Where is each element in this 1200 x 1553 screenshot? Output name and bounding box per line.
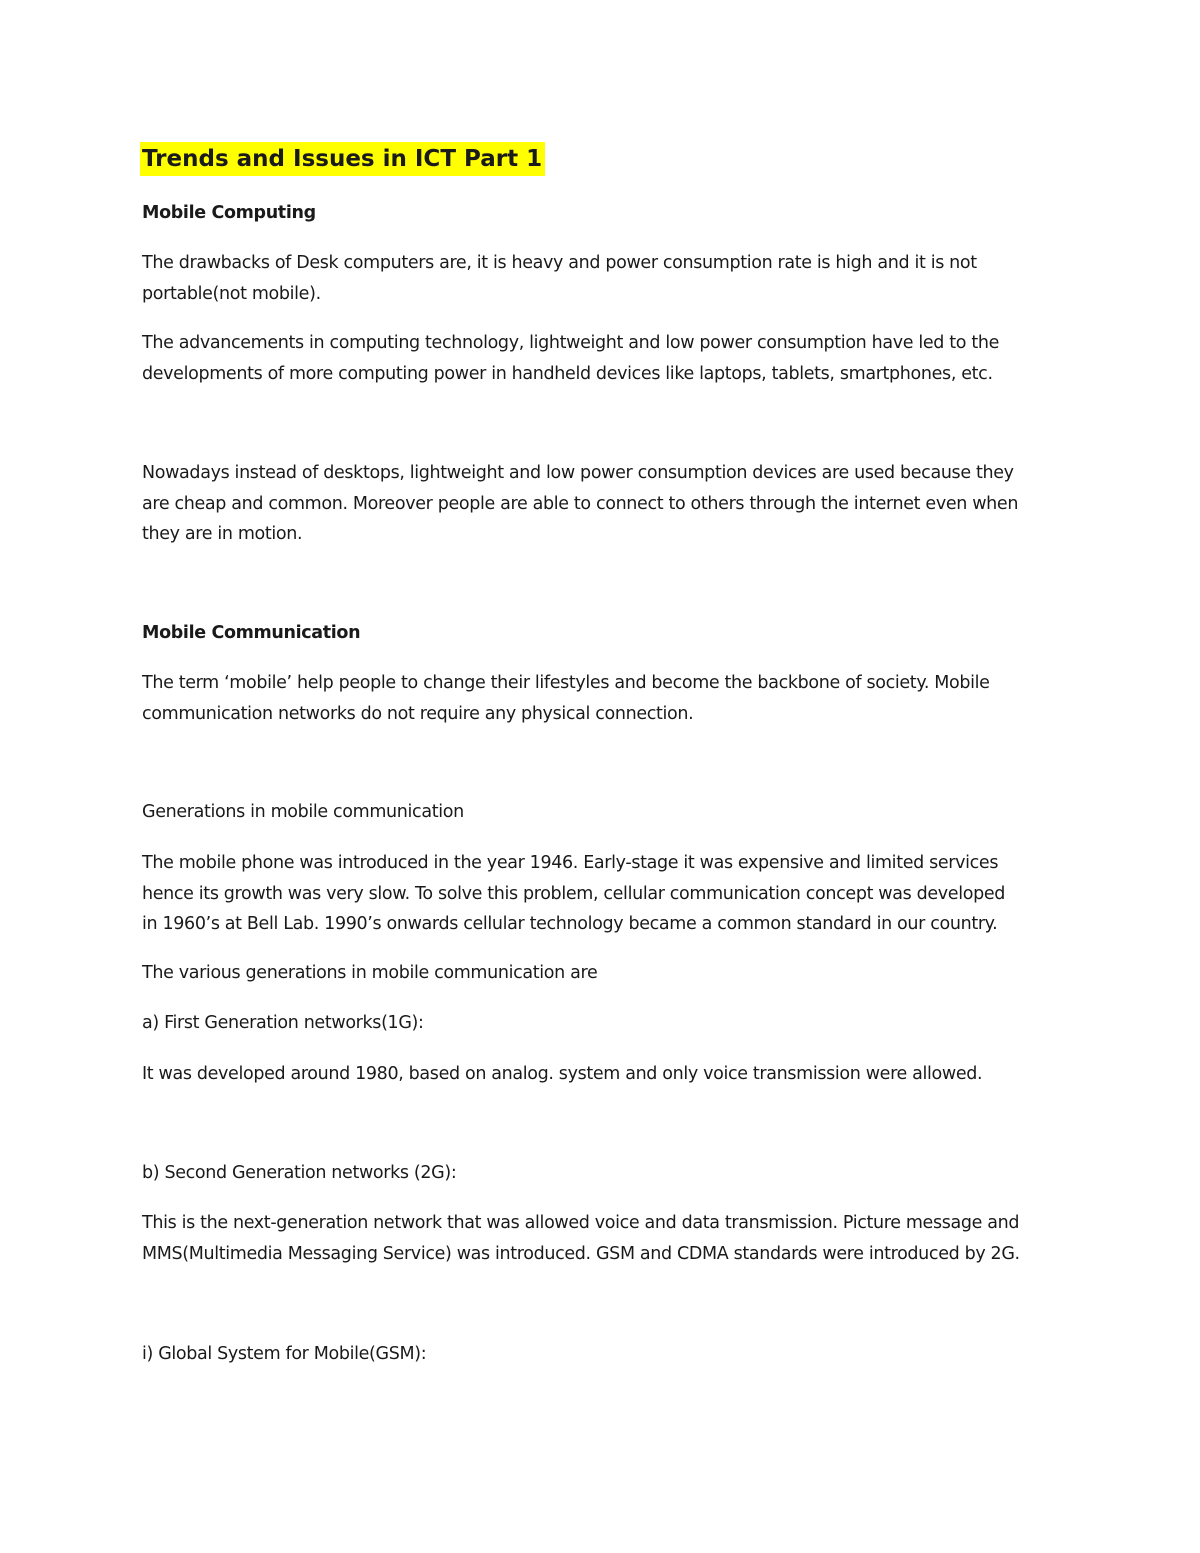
- document-title: Trends and Issues in ICT Part 1: [140, 142, 545, 176]
- paragraph-line: This is the next-generation network that was allowed voice and data transmission. Picture message and: [142, 1213, 1020, 1233]
- subheading-generations: Generations in mobile communication: [142, 802, 464, 822]
- section-heading-mobile-communication: Mobile Communication: [142, 623, 361, 643]
- paragraph-line: developments of more computing power in handheld devices like laptops, tablets, smartphones, etc.: [142, 363, 993, 384]
- subheading-second-generation: b) Second Generation networks (2G):: [142, 1163, 457, 1183]
- paragraph-line: Nowadays instead of desktops, lightweight and low power consumption devices are used because they: [142, 463, 1014, 483]
- paragraph-second-generation: [142, 1208, 1020, 1269]
- paragraph-line: The mobile phone was introduced in the year 1946. Early-stage it was expensive and limited services: [142, 853, 999, 873]
- paragraph-line: are cheap and common. Moreover people are able to connect to others through the internet even when: [142, 493, 1019, 514]
- paragraph-mobile-history: [142, 848, 1005, 940]
- paragraph-line: The advancements in computing technology, lightweight and low power consumption have led to the: [142, 333, 1000, 353]
- paragraph-line: The drawbacks of Desk computers are, it is heavy and power consumption rate is high and it is not: [142, 253, 977, 273]
- subheading-first-generation: a) First Generation networks(1G):: [142, 1013, 424, 1033]
- paragraph-first-generation: It was developed around 1980, based on analog. system and only voice transmission were allowed.: [142, 1064, 983, 1084]
- section-heading-mobile-computing: Mobile Computing: [142, 203, 316, 223]
- paragraph-line: they are in motion.: [142, 524, 303, 544]
- paragraph-term-mobile: [142, 668, 990, 729]
- paragraph-line: The term ‘mobile’ help people to change their lifestyles and become the backbone of society. Mobile: [142, 673, 990, 693]
- paragraph-line: in 1960’s at Bell Lab. 1990’s onwards cellular technology became a common standard in our country.: [142, 914, 998, 934]
- paragraph-advancements: [142, 328, 999, 389]
- paragraph-line: communication networks do not require any physical connection.: [142, 703, 694, 724]
- paragraph-line: MMS(Multimedia Messaging Service) was introduced. GSM and CDMA standards were introduced by 2G.: [142, 1243, 1020, 1264]
- paragraph-line: hence its growth was very slow. To solve this problem, cellular communication concept was developed: [142, 883, 1006, 904]
- paragraph-various-generations: The various generations in mobile communication are: [142, 963, 598, 983]
- paragraph-line: portable(not mobile).: [142, 283, 321, 304]
- paragraph-desktop-drawbacks: [142, 248, 977, 309]
- paragraph-nowadays: [142, 458, 1018, 550]
- subheading-gsm: i) Global System for Mobile(GSM):: [142, 1344, 427, 1364]
